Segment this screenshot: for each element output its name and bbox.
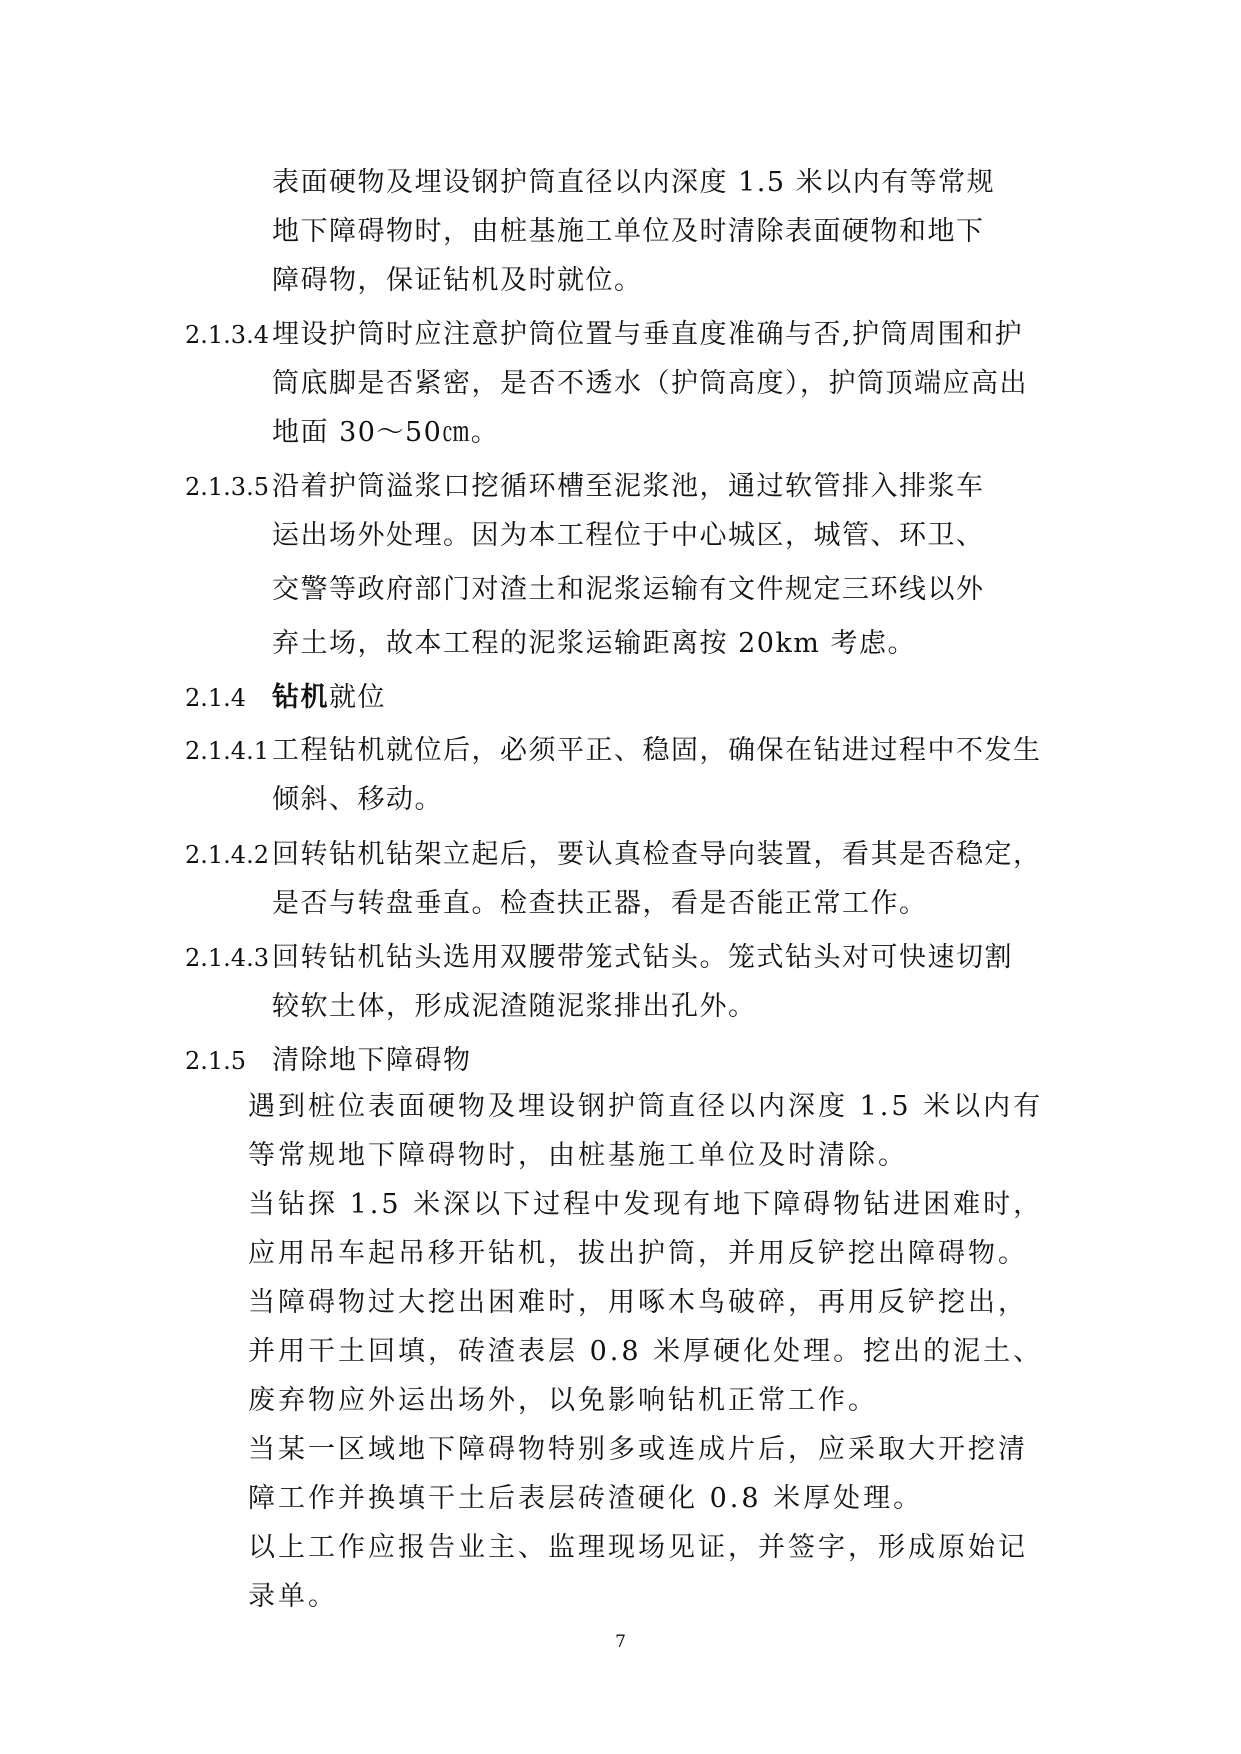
paragraph-line: 遇到桩位表面硬物及埋设钢护筒直径以内深度 1.5 米以内有 <box>248 1091 1044 1122</box>
paragraph-line: 工程钻机就位后，必须平正、稳固，确保在钻进过程中不发生 <box>272 735 1042 766</box>
section-number: 2.1.5 <box>185 1047 247 1075</box>
paragraph-line: 弃土场，故本工程的泥浆运输距离按 20km 考虑。 <box>272 628 916 659</box>
heading-bold-part: 钻机 <box>272 682 329 713</box>
section-heading <box>272 681 386 715</box>
paragraph-line: 地下障碍物时，由桩基施工单位及时清除表面硬物和地下 <box>272 216 985 247</box>
paragraph-line: 当某一区域地下障碍物特别多或连成片后，应采取大开挖清 <box>248 1434 1028 1465</box>
section-number: 2.1.4.2 <box>185 841 269 869</box>
paragraph-line: 等常规地下障碍物时，由桩基施工单位及时清除。 <box>248 1140 908 1171</box>
paragraph-line: 当障碍物过大挖出困难时，用啄木鸟破碎，再用反铲挖出， <box>248 1287 1028 1318</box>
paragraph-line: 废弃物应外运出场外，以免影响钻机正常工作。 <box>248 1385 878 1416</box>
paragraph-line: 较软土体，形成泥渣随泥浆排出孔外。 <box>272 991 757 1022</box>
paragraph-line: 运出场外处理。因为本工程位于中心城区，城管、环卫、 <box>272 520 985 551</box>
paragraph-line: 以上工作应报告业主、监理现场见证，并签字，形成原始记 <box>248 1532 1028 1563</box>
paragraph-line: 回转钻机钻架立起后，要认真检查导向装置，看其是否稳定， <box>272 839 1042 870</box>
paragraph-line: 当钻探 1.5 米深以下过程中发现有地下障碍物钻进困难时， <box>248 1189 1044 1220</box>
paragraph-line: 录单。 <box>248 1581 338 1612</box>
paragraph-line: 沿着护筒溢浆口挖循环槽至泥浆池，通过软管排入排浆车 <box>272 471 985 502</box>
paragraph-line: 回转钻机钻头选用双腰带笼式钻头。笼式钻头对可快速切割 <box>272 942 1013 973</box>
page-number: 7 <box>615 1632 626 1652</box>
paragraph-line: 应用吊车起吊移开钻机，拔出护筒，并用反铲挖出障碍物。 <box>248 1238 1028 1269</box>
section-number: 2.1.3.4 <box>185 321 269 349</box>
section-heading: 清除地下障碍物 <box>272 1045 472 1076</box>
section-number: 2.1.4.3 <box>185 944 269 972</box>
paragraph-line: 障工作并换填干土后表层砖渣硬化 0.8 米厚处理。 <box>248 1483 924 1514</box>
section-number: 2.1.4.1 <box>185 737 269 765</box>
paragraph-line: 并用干土回填，砖渣表层 0.8 米厚硬化处理。挖出的泥土、 <box>248 1336 1044 1367</box>
section-number: 2.1.4 <box>185 684 247 712</box>
paragraph-line: 倾斜、移动。 <box>272 784 443 815</box>
paragraph-line: 是否与转盘垂直。检查扶正器，看是否能正常工作。 <box>272 888 928 919</box>
paragraph-line: 障碍物，保证钻机及时就位。 <box>272 265 643 296</box>
paragraph-line: 地面 30～50㎝。 <box>272 417 500 448</box>
paragraph-line: 筒底脚是否紧密，是否不透水（护筒高度），护筒顶端应高出 <box>272 368 1028 399</box>
paragraph-line: 交警等政府部门对渣土和泥浆运输有文件规定三环线以外 <box>272 574 985 605</box>
heading-rest-part: 就位 <box>329 682 386 713</box>
paragraph-line: 埋设护筒时应注意护筒位置与垂直度准确与否,护筒周围和护 <box>272 319 1024 350</box>
section-number: 2.1.3.5 <box>185 473 269 501</box>
paragraph-line: 表面硬物及埋设钢护筒直径以内深度 1.5 米以内有等常规 <box>272 167 996 198</box>
